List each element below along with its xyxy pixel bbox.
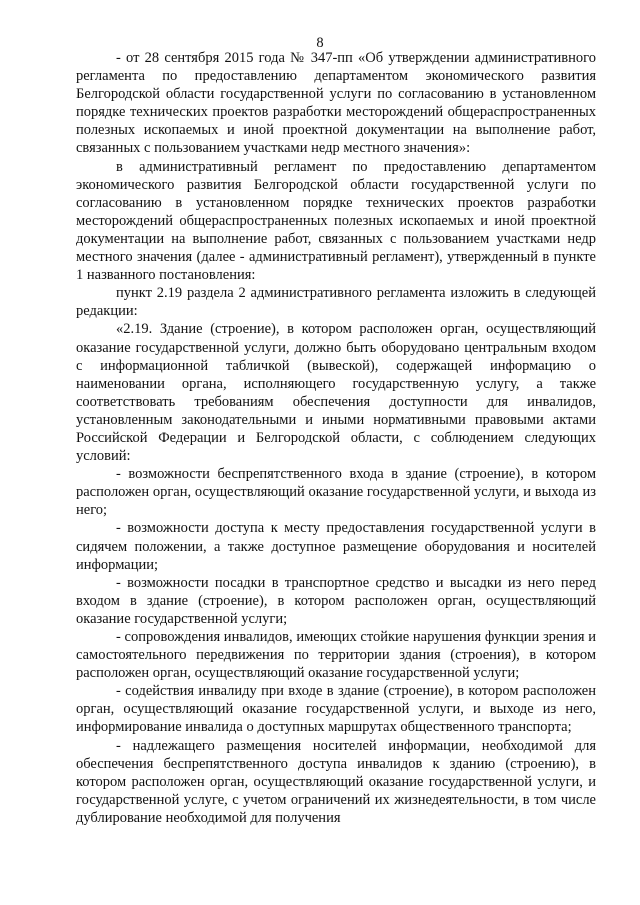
list-item-information-placement: - надлежащего размещения носителей информации, необходимой для обеспечения беспрепятственного доступа инвалидов к зданию (строению), в котором расположен орган, осуществляющий оказание государственной услуги, и государственной услуге, с учетом ограничений их жизнедеятельности, в том числе дублирование необходимой для получения (76, 737, 596, 826)
paragraph-resolution-reference: - от 28 сентября 2015 года № 347-пп «Об утверждении административного регламента по предоставлению департаментом экономического развития Белгородской области государственной услуги по согласованию в установленном порядке технических проектов разработки месторождений общераспространенных полезных ископаемых и иной проектной документации на выполнение работ, связанных с пользованием участками недр местного значения»: (76, 50, 596, 157)
paragraph-clause-2-19: «2.19. Здание (строение), в котором расположен орган, осуществляющий оказание государственной услуги, должно быть оборудовано центральным входом с информационной табличкой (вывеской), содержащей информацию о наименовании органа, исполняющего государственную услугу, а также соответствовать требованиям обеспечения доступности для инвалидов, установленным законодательными и иными нормативными правовыми актами Российской Федерации и Белгородской области, с соблюдением следующих условий: (76, 321, 596, 465)
paragraph-clause-instruction: пункт 2.19 раздела 2 административного регламента изложить в следующей редакции: (76, 285, 596, 320)
document-body (76, 49, 596, 827)
list-item-seated-access: - возможности доступа к месту предоставления государственной услуги в сидячем положении, а также доступное размещение оборудования и носителей информации; (76, 520, 596, 573)
list-item-transport-boarding: - возможности посадки в транспортное средство и высадки из него перед входом в здание (строение), в котором расположен орган, осуществляющий оказание государственной услуги; (76, 574, 596, 627)
page-number: 8 (316, 35, 324, 51)
list-item-escort: - сопровождения инвалидов, имеющих стойкие нарушения функции зрения и самостоятельного передвижения по территории здания (строения), в котором расположен орган, осуществляющий оказание государственной услуги; (76, 629, 596, 682)
paragraph-regulation-intro: в административный регламент по предоставлению департаментом экономического развития Белгородской области государственной услуги по согласованию в установленном порядке технических проектов разработки месторождений общераспространенных полезных ископаемых и иной проектной документации на выполнение работ, связанных с пользованием участками недр местного значения (далее - административный регламент), утвержденный в пункте 1 названного постановления: (76, 158, 596, 284)
list-item-assistance: - содействия инвалиду при входе в здание (строение), в котором расположен орган, осуществляющий оказание государственной услуги, и выходе из него, информирование инвалида о доступных маршрутах общественного транспорта; (76, 683, 596, 736)
list-item-free-entry: - возможности беспрепятственного входа в здание (строение), в котором расположен орган, осуществляющий оказание государственной услуги, и выхода из него; (76, 466, 596, 519)
